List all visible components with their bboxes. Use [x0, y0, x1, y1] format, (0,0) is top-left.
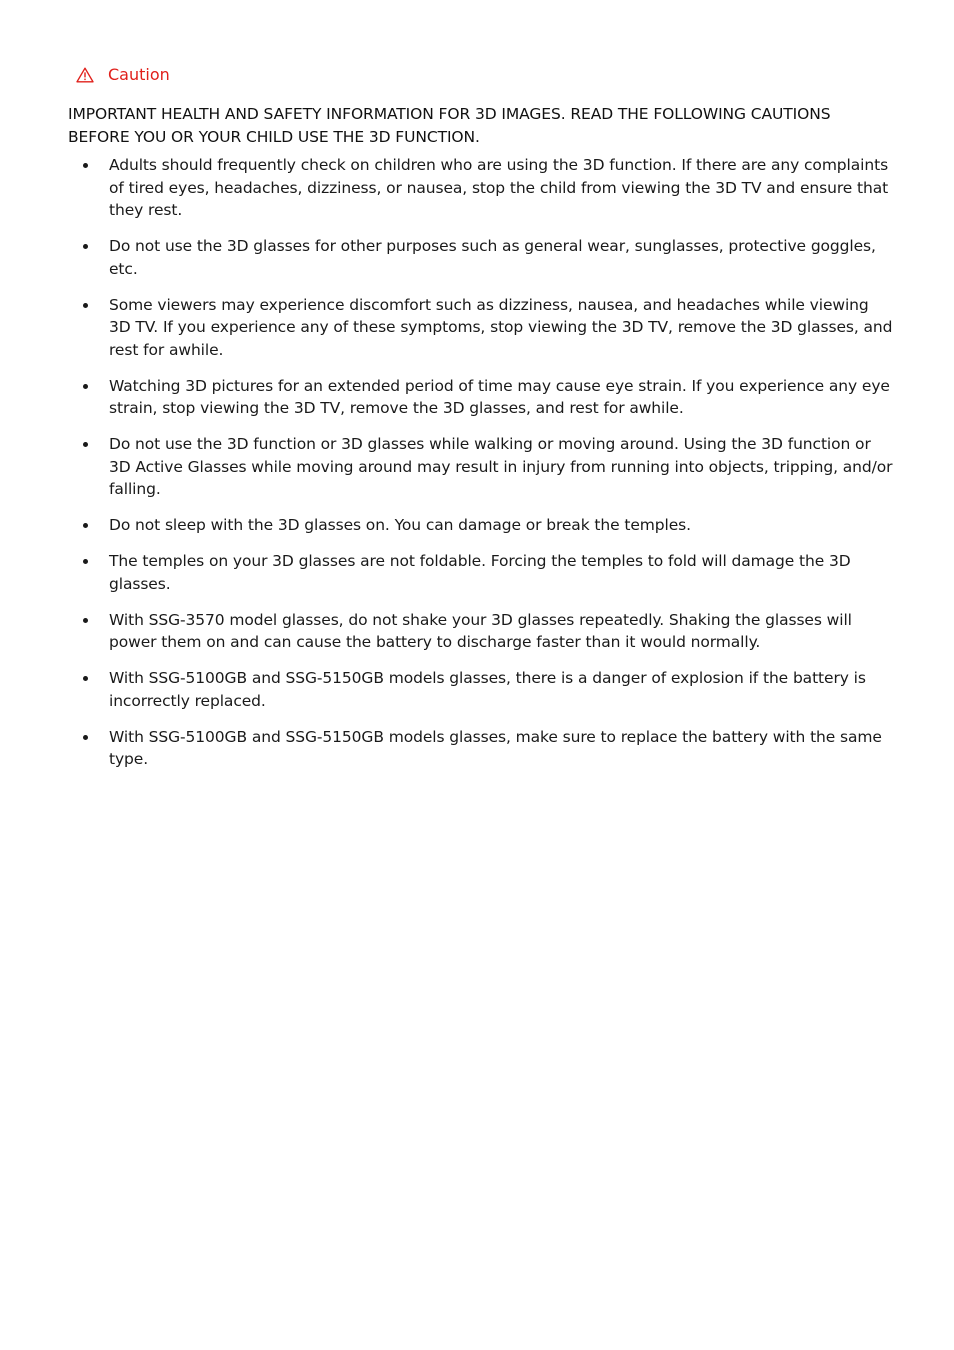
- bullet-dot-icon: [83, 163, 88, 168]
- bullet-dot-icon: [83, 735, 88, 740]
- list-item: [68, 294, 893, 362]
- bullet-dot-icon: [83, 559, 88, 564]
- bullet-dot-icon: [83, 244, 88, 249]
- bullet-dot-icon: [83, 303, 88, 308]
- list-item: [68, 375, 893, 420]
- bullet-dot-icon: [83, 384, 88, 389]
- list-item-text: With SSG-5100GB and SSG-5150GB models glasses, there is a danger of explosion if the battery is incorrectly replaced.: [109, 669, 866, 710]
- list-item-text: Do not sleep with the 3D glasses on. You can damage or break the temples.: [109, 516, 691, 534]
- safety-intro-heading: IMPORTANT HEALTH AND SAFETY INFORMATION FOR 3D IMAGES. READ THE FOLLOWING CAUTIONS BEFORE YOU OR YOUR CHILD USE THE 3D FUNCTION.: [68, 105, 831, 146]
- bullet-dot-icon: [83, 618, 88, 623]
- list-item-text: Do not use the 3D function or 3D glasses while walking or moving around. Using the 3D function or 3D Active Glasses while moving around may result in injury from running into objects, tripping, and/or falling.: [109, 435, 893, 498]
- list-item-text: With SSG-3570 model glasses, do not shake your 3D glasses repeatedly. Shaking the glasses will power them on and can cause the battery to discharge faster than it would normally.: [109, 610, 852, 651]
- caution-list: [68, 154, 893, 784]
- list-item: [68, 726, 893, 771]
- list-item: [68, 433, 893, 501]
- list-item-text: With SSG-5100GB and SSG-5150GB models glasses, make sure to replace the battery with the same type.: [109, 727, 882, 768]
- list-item-text: Adults should frequently check on children who are using the 3D function. If there are any complaints of tired eyes, headaches, dizziness, or nausea, stop the child from viewing the 3D TV and ensure that they rest.: [109, 156, 889, 219]
- caution-label: Caution: [108, 65, 170, 84]
- list-item: [68, 154, 893, 222]
- list-item-text: Do not use the 3D glasses for other purposes such as general wear, sunglasses, protective goggles, etc.: [109, 237, 876, 278]
- list-item: [68, 550, 893, 595]
- caution-header: [76, 64, 170, 86]
- bullet-dot-icon: [83, 523, 88, 528]
- list-item: [68, 235, 893, 280]
- list-item-text: Some viewers may experience discomfort such as dizziness, nausea, and headaches while viewing 3D TV. If you experience any of these symptoms, stop viewing the 3D TV, remove the 3D glasses, and rest for awhile.: [109, 295, 893, 359]
- list-item-text: Watching 3D pictures for an extended period of time may cause eye strain. If you experience any eye strain, stop viewing the 3D TV, remove the 3D glasses, and rest for awhile.: [109, 376, 890, 417]
- list-item: [68, 667, 893, 712]
- list-item-text: The temples on your 3D glasses are not foldable. Forcing the temples to fold will damage the 3D glasses.: [109, 552, 851, 593]
- list-item: [68, 514, 893, 537]
- bullet-dot-icon: [83, 676, 88, 681]
- warning-triangle-icon: [76, 67, 94, 83]
- list-item: [68, 609, 893, 654]
- bullet-dot-icon: [83, 442, 88, 447]
